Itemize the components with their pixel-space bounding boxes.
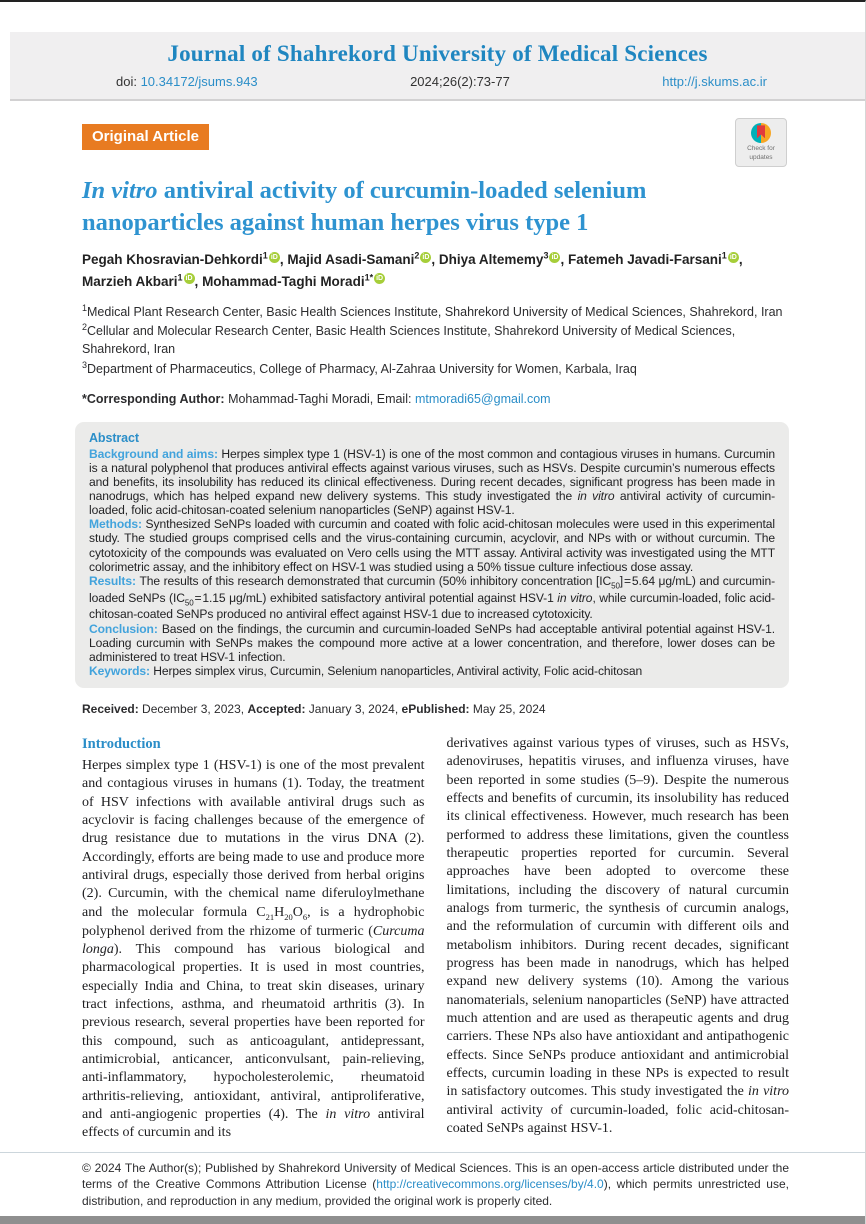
check-for-updates-label: Check for updates (747, 145, 775, 161)
author: Mohammad-Taghi Moradi$^{1*}$ iD (202, 272, 384, 289)
author: Majid Asadi-Samani$^2$ iD , (287, 252, 439, 267)
abstract-box (75, 422, 789, 688)
article-title: In vitro antiviral activity of curcumin-loaded selenium nanoparticles against human herpes virus type 1 (82, 177, 647, 236)
abstract-conclusion: Conclusion: Based on the findings, the curcumin and curcumin-loaded SeNPs had acceptable antiviral potential against HSV-1. Loading curcumin with SeNPs makes the compound more active at a lower concentration, and therefore, lower doses can be administered to treat HSV-1 infection. (89, 621, 775, 664)
abstract-heading: Abstract (89, 431, 139, 445)
citation: 2024;26(2):73-77 (410, 74, 510, 89)
footer-divider (0, 1152, 865, 1153)
crossmark-icon (751, 123, 771, 143)
doi-link[interactable]: 10.34172/jsums.943 (140, 74, 258, 89)
author: Pegah Khosravian-Dehkordi$^1$ iD , (82, 252, 287, 267)
body-columns (82, 735, 789, 1142)
affiliation: $^1$Medical Plant Research Center, Basic Health Sciences Institute, Shahrekord University of Medical Sciences, Shahrekord, Iran (82, 302, 783, 319)
article-type-badge: Original Article (82, 124, 209, 150)
introduction-paragraph-left: Herpes simplex type 1 (HSV-1) is one of the most prevalent and contagious viruses in humans (1). Today, the treatment of HSV infections with available antiviral drugs such as acyclovir is facing challenges because of the emergence of drug resistance due to mutations in the virus DNA (2). Accordingly, efforts are being made to use and produce more antiviral drugs, especially those derived from herbal origins (2). Curcumin, with the chemical name diferuloylmethane and the molecular formula $C_{21}H_{20}O_6$, is a hydrophobic polyphenol derived from the rhizome of turmeric (Curcuma longa). This compound has various biological and pharmacological properties. It is used in most countries, especially India and China, to treat skin diseases, urinary tract infections, asthma, and rheumatoid arthritis (3). In previous research, several properties have been reported for this compound, such as anticoagulant, antidepressant, antimicrobial, anticancer, anticonvulsant, pain-relieving, anti-inflammatory, hypocholesterolemic, rheumatoid arthritis-relieving, antioxidant, antiviral, antiproliferative, and anti-angiogenic properties (4). The in vitro antiviral effects of curcumin and its (82, 758, 425, 1141)
author: Dhiya Altememy$^3$ iD , (439, 252, 568, 267)
ribbon-icon (757, 125, 765, 138)
orcid-icon[interactable]: iD (729, 253, 737, 261)
email-link[interactable]: mtmoradi65@gmail.com (414, 392, 551, 406)
affiliation: $^2$Cellular and Molecular Research Center, Basic Health Sciences Institute, Shahrekord University of Medical Sciences, Shahrekord, Iran (82, 322, 736, 357)
orcid-icon[interactable]: iD (185, 275, 193, 283)
doi-label: doi: (116, 74, 141, 89)
abstract-methods: Methods: Synthesized SeNPs loaded with curcumin and coated with folic acid-chitosan molecules were used in this experimental study. The studied groups comprised cells and the virus-containing curcumin, acyclovir, and NPs with or without curcumin. The cytotoxicity of the compounds was evaluated on Vero cells using the MTT assay. Antiviral activity was investigated using the MTT colorimetric assay, and the inhibitory effect on HSV-1 was studied using a 50% tissue culture infectious dose assay. (89, 517, 776, 574)
orcid-icon[interactable]: iD (270, 253, 278, 261)
corresponding-label: *Corresponding Author: (82, 392, 229, 406)
introduction-paragraph-right: derivatives against various types of viruses, such as HSVs, adenoviruses, hepatitis viruses, and influenza viruses, have been reported in some studies (5–9). Despite the numerous effects and benefits of curcumin, its insolubility has reduced its clinical effectiveness. However, much research has been performed to address these limitations, given the countless therapeutic properties reported for curcumin. Several approaches have been adopted to overcome these limitations, including the discovery of natural curcumin analogs from turmeric, the synthesis of curcumin analogs, and the reformulation of curcumin with different oils and metabolism inhibitors. During recent decades, significant progress has been made in nanodrugs, which has helped expand new delivery systems (10). Among the various nanomaterials, selenium nanoparticles (SeNP) have attracted much attention and are used as therapeutic agents and drug carriers. These NPs also have antioxidant and antipathogenic effects. Since SeNPs produce antioxidant and antimicrobial effects, curcumin loading in these NPs is expected to result in satisfactory outcomes. This study investigated the in vitro antiviral activity of curcumin-loaded, folic acid-chitosan-coated SeNPs against HSV-1. (446, 736, 789, 1137)
affiliation-list (82, 302, 789, 379)
author: Fatemeh Javadi-Farsani$^1$ iD , (568, 252, 743, 267)
journal-meta-row (10, 67, 865, 91)
orcid-icon[interactable]: iD (422, 253, 430, 261)
abstract-results: Results: The results of this research demonstrated that curcumin (50% inhibitory concentration $[IC_{50}]$ = 5.64 μg/mL) and curcumin-loaded SeNPs ($IC_{50}$ = 1.15 μg/mL) exhibited satisfactory antiviral potential against HSV-1 in vitro, while curcumin-loaded, folic acid-chitosan-coated SeNPs produced no antiviral effect against HSV-1 due to increased cytotoxicity. (89, 573, 775, 622)
abstract-keywords: Keywords: Herpes simplex virus, Curcumin, Selenium nanoparticles, Antiviral activity, Folic acid-chitosan (89, 663, 643, 678)
check-for-updates-button[interactable] (735, 118, 787, 167)
author-list (82, 250, 789, 293)
article-dates: Received: December 3, 2023, Accepted: January 3, 2024, ePublished: May 25, 2024 (82, 702, 546, 717)
author: Marzieh Akbari$^1$ iD , (82, 274, 202, 289)
badge-row (82, 118, 789, 168)
left-column (82, 735, 425, 1142)
journal-header (10, 32, 865, 101)
corresponding-author: *Corresponding Author: Mohammad-Taghi Moradi, Email: mtmoradi65@gmail.com (82, 392, 551, 406)
journal-url-link[interactable]: http://j.skums.ac.ir (662, 74, 767, 89)
right-column (447, 735, 790, 1142)
orcid-icon[interactable]: iD (376, 275, 384, 283)
introduction-heading: Introduction (82, 736, 161, 753)
affiliation: $^3$Department of Pharmaceutics, College of Pharmacy, Al-Zahraa University for Women, Karbala, Iraq (82, 360, 637, 377)
article-content (0, 118, 865, 1143)
journal-title: Journal of Shahrekord University of Medical Sciences (167, 41, 708, 66)
page-bottom-edge (0, 1216, 865, 1224)
orcid-icon[interactable]: iD (551, 253, 559, 261)
copyright-footer: © 2024 The Author(s); Published by Shahrekord University of Medical Sciences. This is an open-access article distributed under the terms of the Creative Commons Attribution License (http://creativecommons.org/licenses/by/4.0), which permits unrestricted use, distribution, and reproduction in any medium, provided the original work is properly cited. (82, 1160, 789, 1209)
doi (116, 74, 258, 89)
license-link[interactable]: http://creativecommons.org/licenses/by/4.0 (376, 1177, 604, 1192)
abstract-background: Background and aims: Herpes simplex type 1 (HSV-1) is one of the most common and contagious viruses in humans. Curcumin is a natural polyphenol that produces antiviral effects against various viruses, such as HSVs. Despite curcumin’s numerous effects and benefits, its insolubility has reduced its clinical effectiveness. During recent decades, significant progress has been made in nanodrugs, which has helped expand new delivery systems. This study investigated the in vitro antiviral activity of curcumin-loaded, folic acid-chitosan-coated selenium nanoparticles (SeNP) against HSV-1. (89, 446, 775, 518)
